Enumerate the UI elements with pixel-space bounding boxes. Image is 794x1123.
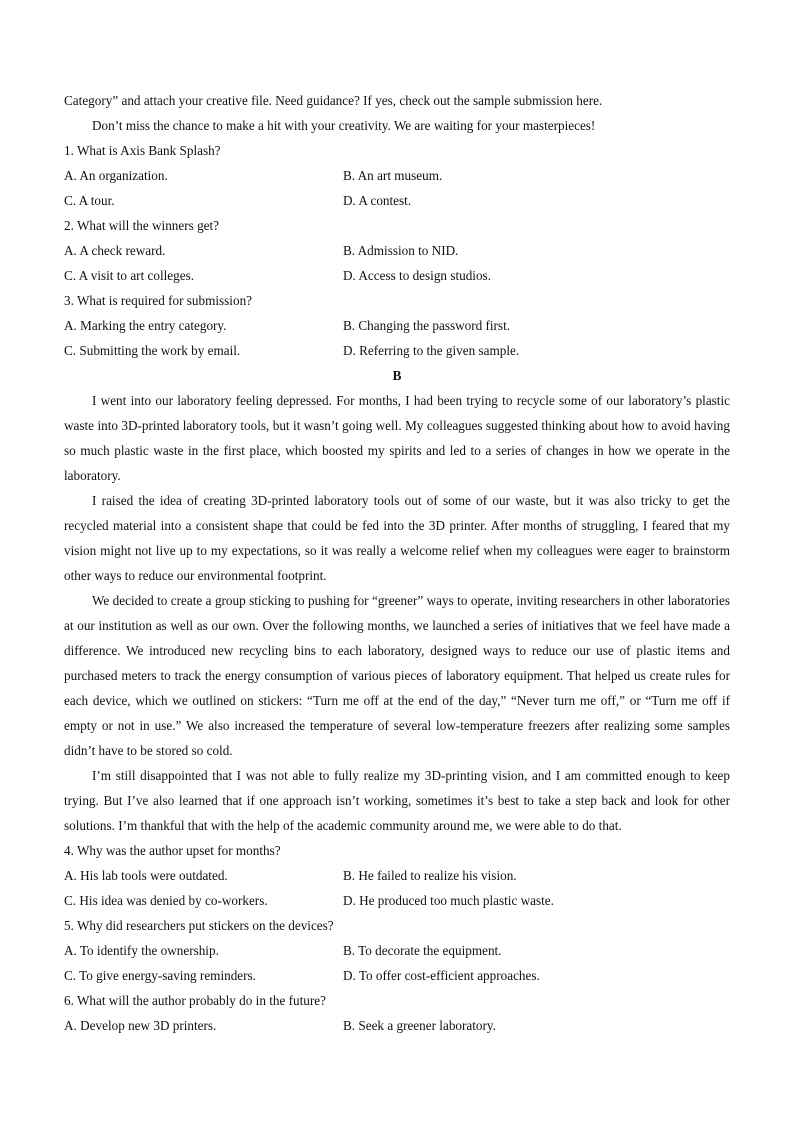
question-4-options-row-1 <box>64 863 730 888</box>
passage-b-paragraph-4: I’m still disappointed that I was not able to fully realize my 3D-printing vision, and I am committed enough to keep trying. But I’ve also learned that if one approach isn’t working, sometimes it’s best to take a step back and look for other solutions. I’m thankful that with the help of the academic community around me, we were able to do that. <box>64 768 730 833</box>
passage-a-closing: Don’t miss the chance to make a hit with your creativity. We are waiting for your masterpieces! <box>92 118 596 133</box>
option-1c: C. A tour. <box>64 193 115 208</box>
question-2: 2. What will the winners get? <box>64 218 220 233</box>
question-5-options-row-1 <box>64 938 730 963</box>
question-4-options-row-2 <box>64 888 730 913</box>
question-1-options-row-2 <box>64 188 730 213</box>
passage-b-paragraph-1: I went into our laboratory feeling depressed. For months, I had been trying to recycle some of our laboratory’s plastic waste into 3D-printed laboratory tools, but it wasn’t going well. My colleagues suggested thinking about how to avoid having so much plastic waste in the first place, which boosted my spirits and led to a series of changes in how we operate in the laboratory. <box>64 393 730 483</box>
question-1-options-row-1 <box>64 163 730 188</box>
option-3c: C. Submitting the work by email. <box>64 343 241 358</box>
question-5: 5. Why did researchers put stickers on the devices? <box>64 918 334 933</box>
option-5c: C. To give energy-saving reminders. <box>64 968 256 983</box>
option-2b: B. Admission to NID. <box>343 243 459 258</box>
section-b-heading: B <box>392 368 402 383</box>
option-3b: B. Changing the password first. <box>343 318 511 333</box>
option-2c: C. A visit to art colleges. <box>64 268 195 283</box>
question-6-options-row-1 <box>64 1013 730 1038</box>
option-2a: A. A check reward. <box>64 243 166 258</box>
question-1: 1. What is Axis Bank Splash? <box>64 143 221 158</box>
option-3d: D. Referring to the given sample. <box>343 343 520 358</box>
question-6: 6. What will the author probably do in the future? <box>64 993 326 1008</box>
passage-a-tail: Category” and attach your creative file. Need guidance? If yes, check out the sample submission here. <box>64 93 603 108</box>
option-5a: A. To identify the ownership. <box>64 943 219 958</box>
option-1b: B. An art museum. <box>343 168 443 183</box>
page-content <box>64 88 730 1038</box>
option-6b: B. Seek a greener laboratory. <box>343 1018 496 1033</box>
question-3-options-row-2 <box>64 338 730 363</box>
option-4c: C. His idea was denied by co-workers. <box>64 893 268 908</box>
option-2d: D. Access to design studios. <box>343 268 491 283</box>
option-5d: D. To offer cost-efficient approaches. <box>343 968 540 983</box>
question-2-options-row-2 <box>64 263 730 288</box>
option-1d: D. A contest. <box>343 193 412 208</box>
option-4b: B. He failed to realize his vision. <box>343 868 517 883</box>
question-3: 3. What is required for submission? <box>64 293 253 308</box>
option-5b: B. To decorate the equipment. <box>343 943 502 958</box>
option-1a: A. An organization. <box>64 168 168 183</box>
option-3a: A. Marking the entry category. <box>64 318 227 333</box>
question-5-options-row-2 <box>64 963 730 988</box>
question-2-options-row-1 <box>64 238 730 263</box>
question-4: 4. Why was the author upset for months? <box>64 843 281 858</box>
passage-b-paragraph-3: We decided to create a group sticking to pushing for “greener” ways to operate, inviting researchers in other laboratories at our institution as well as our own. Over the following months, we launched a series of initiatives that we feel have made a difference. We introduced new recycling bins to each laboratory, designed ways to reduce our use of plastic items and purchased meters to track the energy consumption of various pieces of laboratory equipment. That helped us create rules for each device, which we outlined on stickers: “Turn me off at the end of the day,” “Never turn me off,” or “Turn me off if empty or not in use.” We also increased the temperature of several low-temperature freezers after realizing some samples didn’t have to be stored so cold. <box>64 593 730 758</box>
passage-b-paragraph-2: I raised the idea of creating 3D-printed laboratory tools out of some of our waste, but it was also tricky to get the recycled material into a consistent shape that could be fed into the 3D printer. After months of struggling, I feared that my vision might not live up to my expectations, so it was really a welcome relief when my colleagues were eager to brainstorm other ways to reduce our environmental footprint. <box>64 493 730 583</box>
question-3-options-row-1 <box>64 313 730 338</box>
option-4a: A. His lab tools were outdated. <box>64 868 228 883</box>
option-4d: D. He produced too much plastic waste. <box>343 893 554 908</box>
option-6a: A. Develop new 3D printers. <box>64 1018 217 1033</box>
